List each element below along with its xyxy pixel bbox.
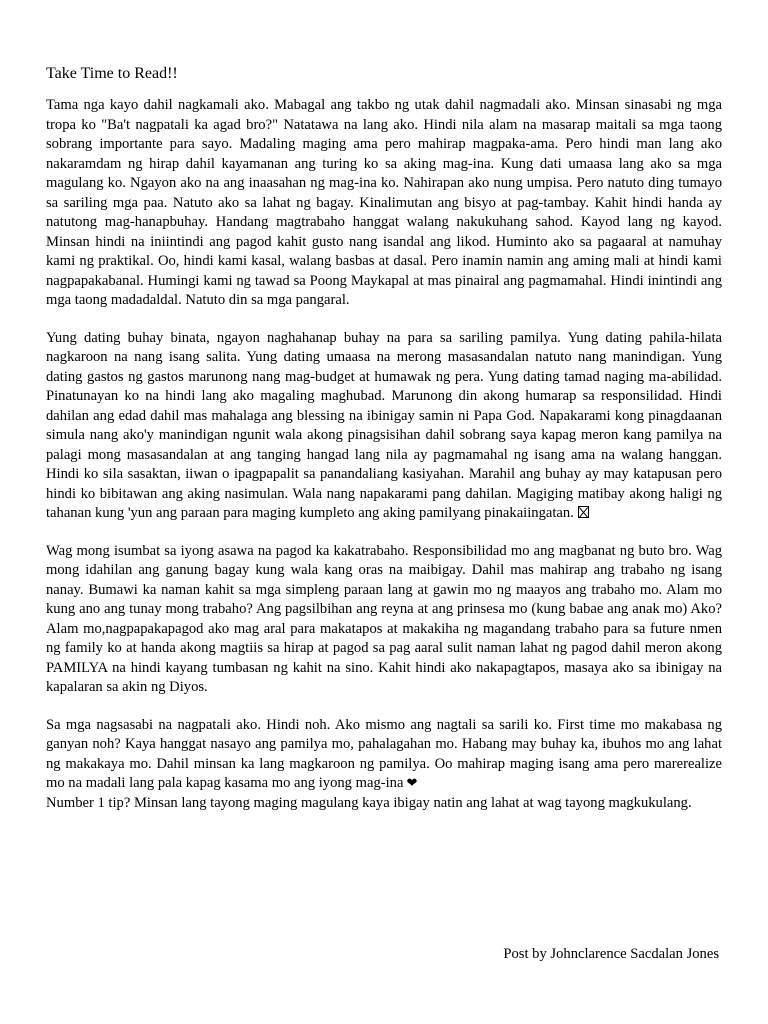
document-title: Take Time to Read!! [46,65,178,82]
paragraph-4-tip: Number 1 tip? Minsan lang tayong maging magulang kaya ibigay natin ang lahat at wag tayong magkukulang. [46,794,692,811]
document-body [46,64,722,813]
paragraph-4-text: Sa mga nagsasabi na nagpatali ako. Hindi noh. Ako mismo ang nagtali sa sarili ko. First time mo makabasa ng ganyan noh? Kaya hanggat nasayo ang pamilya mo, pahalagahan mo. Habang may buhay ka, ibuhos mo ang lahat ng makakaya mo. Dahil minsan ka lang magkaroon ng pamilya. Oo mahirap maging isang ama pero marerealize mo na madali lang pala kapag kasama mo ang iyong mag-ina [46,716,722,791]
paragraph-2 [46,329,722,524]
paragraph-1-text: Tama nga kayo dahil nagkamali ako. Mabagal ang takbo ng utak dahil nagmadali ako. Minsan sinasabi ng mga tropa ko "Ba't nagpatali ka agad bro?" Natatawa na lang ako. Hindi nila alam na masarap maitali sa mga taong sobrang importante para sayo. Madaling maging ama pero mahirap magpaka-ama. Pero hindi man lang ako nakaramdam ng hirap dahil kayamanan ang turing ko sa aking mag-ina. Kung dati umaasa lang ako sa mga magulang ko. Ngayon ako na ang inaasahan ng mag-ina ko. Nahirapan ako nung umpisa. Pero natuto ding tumayo sa sariling mga paa. Natuto ako sa lahat ng bagay. Kinalimutan ang bisyo at pag-tambay. Kahit hindi handa ay natutong mag-hanapbuhay. Handang magtrabaho hanggat walang nakukuhang sahod. Kayod lang ng kayod. Minsan hindi na iniintindi ang pagod kahit gusto nang isandal ang likod. Huminto ako sa pagaaral at namuhay kami ng praktikal. Oo, hindi kami kasal, walang basbas at dasal. Pero inamin namin ang aming mali at hindi kami nagpapakabanal. Humingi kami ng tawad sa Poong Maykapal at mas pinairal ang pagmamahal. Hindi inintindi ang mga taong madadaldal. Natuto din sa mga pangaral. [46,97,722,308]
paragraph-1 [46,96,722,311]
paragraph-2-text: Yung dating buhay binata, ngayon naghahanap buhay na para sa sariling pamilya. Yung dating pahila-hilata nagkaroon na nang isang salita. Yung dating umaasa na merong masasandalan natuto nang manindigan. Yung dating gastos ng gastos marunong nang mag-budget at humawak ng pera. Yung dating tamad naging ma-abilidad. Pinatunayan ko na hindi lang ako magaling maghubad. Marunong din akong humarap sa responsilidad. Hindi dahilan ang edad dahil mas mahalaga ang blessing na ibinigay samin ni Papa God. Napakarami kong pinagdaanan simula nang ako'y manindigan ngunit wala akong pinagsisihan dahil sobrang saya kapag meron kang pamilya na palagi mong masasandalan at ang tanging hangad lang nila ay pagmamahal ng isang ama na walang hanggan. Hindi ko sila sasaktan, iiwan o ipagpapalit sa panandaliang kasiyahan. Marahil ang buhay ay may katapusan pero hindi ko bibitawan ang aking nasimulan. Wala nang napakarami pang dahilan. Magiging matibay akong haligi ng tahanan kung 'yun ang paraan para maging kumpleto ang aking pamilyang pinakaiingatan. [46,329,722,521]
heart-icon: ❤ [406,776,418,791]
missing-glyph-icon [578,506,589,518]
paragraph-3 [46,542,722,698]
author-credit: Post by Johnclarence Sacdalan Jones [503,946,719,962]
paragraph-3-text: Wag mong isumbat sa iyong asawa na pagod ka kakatrabaho. Responsibilidad mo ang magbanat ng buto bro. Wag mong idahilan ang ganung bagay kung wala kang oras na maibigay. Dahil mas mahirap ang trabaho ng isang nanay. Bumawi ka naman kahit sa mga simpleng paraan lang at gawin mo ng maayos ang trabaho mo. Alam mo kung ano ang tunay mong trabaho? Ang pagsilbihan ang reyna at ang prinsesa mo (kung babae ang anak mo) Ako? Alam mo,nagpapakapagod ako mag aral para makatapos at makakiha ng magandang trabaho para sa future nmen ng family ko at handa akong magtiis sa hirap at pagod sa pag aaral sulit naman lahat ng pagod dahil meron akong PAMILYA na hindi kayang tumbasan ng kahit na sino. Kahit hindi ako nakapagtapos, masaya ako sa ibinigay na kapalaran sa akin ng Diyos. [46,542,722,695]
paragraph-4 [46,716,722,814]
